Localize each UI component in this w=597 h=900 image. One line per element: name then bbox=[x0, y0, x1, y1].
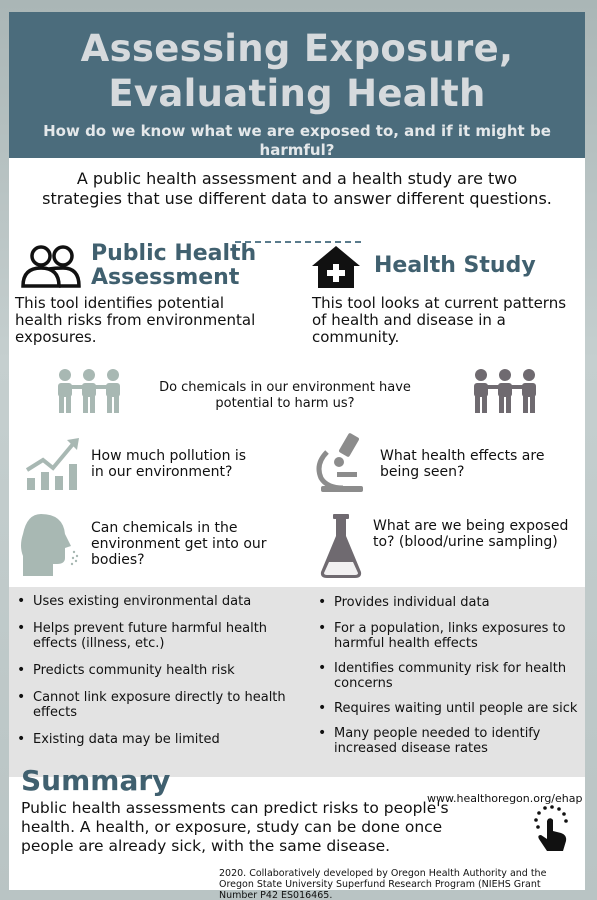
list-item: • Requires waiting until people are sick bbox=[318, 701, 580, 716]
right-question-health-effects: What health effects are being seen? bbox=[380, 448, 545, 480]
header-banner bbox=[9, 12, 585, 158]
intro-text: A public health assessment and a health study are two strategies that use different data to answer different questions. bbox=[42, 169, 552, 208]
title-line-1: Assessing Exposure, bbox=[80, 27, 514, 70]
right-description: This tool looks at current patterns of health and disease in a community. bbox=[312, 294, 567, 346]
list-item: • Cannot link exposure directly to health effects bbox=[17, 690, 287, 720]
left-question-chemicals: Can chemicals in the environment get into our bodies? bbox=[91, 520, 267, 568]
list-item: • Existing data may be limited bbox=[17, 732, 287, 747]
credit-text: 2020. Collaboratively developed by Oregon Health Authority and the Oregon State University Superfund Research Program (NIEHS Grant Number P42 ES016465. bbox=[219, 868, 547, 900]
left-bullet-list bbox=[17, 594, 287, 747]
list-item: • Provides individual data bbox=[318, 595, 580, 610]
microscope-icon bbox=[313, 432, 371, 494]
list-item: • For a population, links exposures to harmful health effects bbox=[318, 621, 580, 651]
list-item: • Identifies community risk for health concerns bbox=[318, 661, 580, 691]
pointing-hand-icon bbox=[531, 805, 571, 853]
people-group-icon bbox=[19, 242, 83, 290]
left-description: This tool identifies potential health risks from environmental exposures. bbox=[15, 294, 256, 346]
page-title bbox=[9, 12, 585, 116]
list-item: • Many people needed to identify increased disease rates bbox=[318, 726, 580, 756]
list-item: • Helps prevent future harmful health effects (illness, etc.) bbox=[17, 621, 287, 651]
title-line-2: Evaluating Health bbox=[108, 72, 486, 115]
left-question-pollution: How much pollution is in our environment? bbox=[91, 448, 247, 480]
infographic bbox=[9, 12, 585, 900]
left-heading: Public Health Assessment bbox=[91, 241, 257, 290]
bar-chart-trend-icon bbox=[23, 436, 81, 492]
summary-title: Summary bbox=[21, 764, 171, 797]
flask-icon bbox=[319, 512, 363, 580]
shared-question: Do chemicals in our environment have potential to harm us? bbox=[159, 380, 411, 411]
summary-text: Public health assessments can predict risks to people's health. A health, or exposure, study can be done once people are already sick, with the same disease. bbox=[21, 799, 449, 855]
people-holding-hands-icon bbox=[469, 368, 541, 414]
website-link[interactable]: www.healthoregon.org/ehap bbox=[427, 792, 583, 805]
clinic-house-icon bbox=[310, 244, 362, 290]
right-question-exposure: What are we being exposed to? (blood/urine sampling) bbox=[373, 518, 569, 550]
page-subtitle: How do we know what we are exposed to, and if it might be harmful? bbox=[43, 122, 551, 159]
list-item: • Uses existing environmental data bbox=[17, 594, 287, 609]
head-breathing-icon bbox=[19, 512, 79, 578]
right-heading: Health Study bbox=[374, 253, 536, 278]
list-item: • Predicts community health risk bbox=[17, 663, 287, 678]
right-bullet-list bbox=[318, 595, 580, 756]
people-holding-hands-icon bbox=[53, 368, 125, 414]
